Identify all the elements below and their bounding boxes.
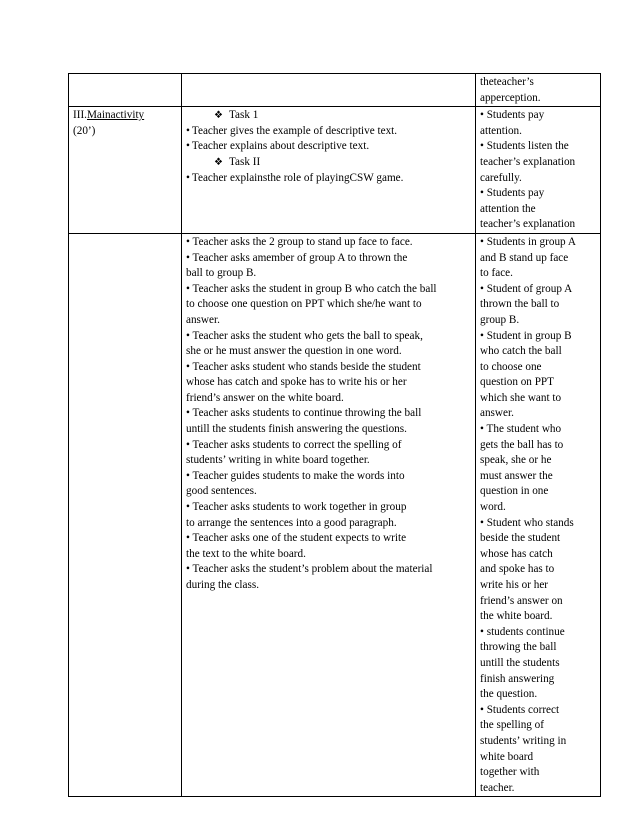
student-activity-cell [476,74,601,107]
teacher-activity-cell [182,107,476,234]
student-line: speak, she or he [480,454,552,467]
teacher-activity-cell [182,233,476,796]
teacher-line: friend’s answer on the white board. [186,391,344,404]
teacher-line: the text to the white board. [186,547,306,560]
student-line: • Students correct [480,703,560,716]
teacher-line: • Teacher asks one of the student expects to write [186,532,407,545]
table-row [69,107,601,234]
bullet-icon: • [186,171,190,184]
teacher-line: • Teacher asks the student in group B who catch the ball [186,282,437,295]
teacher-line: whose has catch and spoke has to write his or her [186,376,407,389]
task-heading [186,108,471,124]
student-line: carefully. [480,171,522,184]
student-line: white board [480,750,534,763]
teacher-line: answer. [186,313,220,326]
student-line: word. [480,501,506,514]
teacher-line: untill the students finish answering the questions. [186,423,407,436]
student-line: • Students in group A [480,235,576,248]
task-label: Task II [228,155,261,168]
table-row [69,233,601,796]
teacher-line: to arrange the sentences into a good paragraph. [186,516,397,529]
student-line: • Student of group A [480,282,573,295]
teacher-line: good sentences. [186,485,257,498]
teacher-line: students’ writing in white board together. [186,454,370,467]
student-line: attention. [480,124,522,137]
student-line: and B stand up face [480,251,569,264]
student-line: question on PPT [480,376,554,389]
student-line: teacher’s explanation [480,218,576,231]
teacher-line: • Teacher asks the 2 group to stand up face to face. [186,235,413,248]
student-activity-cell [476,233,601,796]
student-line: apperception. [480,91,541,104]
teacher-line: • Teacher guides students to make the words into [186,469,405,482]
student-line: • students continue [480,625,565,638]
student-line: must answer the [480,469,553,482]
stage-title [73,108,177,124]
student-line: friend’s answer on [480,594,563,607]
teacher-line: ball to group B. [186,267,257,280]
student-line: which she want to [480,391,562,404]
teacher-step [186,139,471,155]
teacher-step-text: Teacher gives the example of descriptive text. [191,124,398,137]
student-line: finish answering [480,672,555,685]
student-line: teacher. [480,781,515,794]
teacher-line: during the class. [186,579,260,591]
student-activity-cell [476,107,601,234]
student-line: • Student who stands [480,516,574,529]
teacher-line: she or he must answer the question in one word. [186,345,402,358]
stage-cell [69,74,182,107]
student-line: thrown the ball to [480,298,560,311]
teacher-line: • Teacher asks students to work together in group [186,501,407,514]
teacher-line: • Teacher asks students to correct the spelling of [186,438,402,451]
teacher-line: • Teacher asks student who stands beside the student [186,360,421,373]
student-line: throwing the ball [480,641,557,654]
teacher-activity-cell [182,74,476,107]
stage-cell [69,233,182,796]
student-line: question in one [480,485,549,498]
lesson-plan-table [68,73,601,797]
student-line: write his or her [480,579,549,591]
teacher-line: • Teacher asks amember of group A to thrown the [186,251,408,264]
teacher-line: • Teacher asks the student’s problem about the material [186,563,433,576]
student-line: beside the student [480,532,561,545]
teacher-step [186,171,471,187]
student-line: • The student who [480,423,562,436]
teacher-line: • Teacher asks the student who gets the ball to speak, [186,329,423,342]
student-line: theteacher’s [480,76,534,88]
student-line: whose has catch [480,547,553,560]
student-line: group B. [480,313,520,326]
teacher-line: • Teacher asks students to continue throwing the ball [186,407,422,420]
student-line: to face. [480,267,513,280]
table-row [69,74,601,107]
bullet-icon: • [186,124,190,137]
student-line: to choose one [480,360,542,373]
student-line: students’ writing in [480,734,567,747]
stage-duration: (20’) [73,124,96,137]
stage-number: III. [73,109,87,122]
task-heading [186,155,471,171]
student-line: • Students pay [480,187,545,200]
student-line: and spoke has to [480,563,555,576]
stage-name: Mainactivity [86,109,145,122]
teacher-step-text: Teacher explainsthe role of playingCSW game. [191,171,404,184]
student-line: • Students listen the [480,140,569,153]
student-line: • Students pay [480,109,545,122]
teacher-step [186,124,471,140]
student-line: teacher’s explanation [480,155,576,168]
student-line: • Student in group B [480,329,572,342]
student-line: answer. [480,407,514,420]
diamond-bullet-icon: ❖ [214,110,223,122]
teacher-line: to choose one question on PPT which she/he want to [186,298,422,311]
diamond-bullet-icon: ❖ [214,156,223,168]
student-line: attention the [480,202,536,215]
student-line: untill the students [480,656,560,669]
student-line: the white board. [480,610,553,623]
stage-cell [69,107,182,234]
student-line: the spelling of [480,719,545,732]
student-line: the question. [480,688,538,701]
teacher-step-text: Teacher explains about descriptive text. [191,140,370,153]
bullet-icon: • [186,140,190,153]
task-label: Task 1 [228,109,259,122]
student-line: together with [480,766,540,779]
student-line: gets the ball has to [480,438,564,451]
student-line: who catch the ball [480,345,562,358]
